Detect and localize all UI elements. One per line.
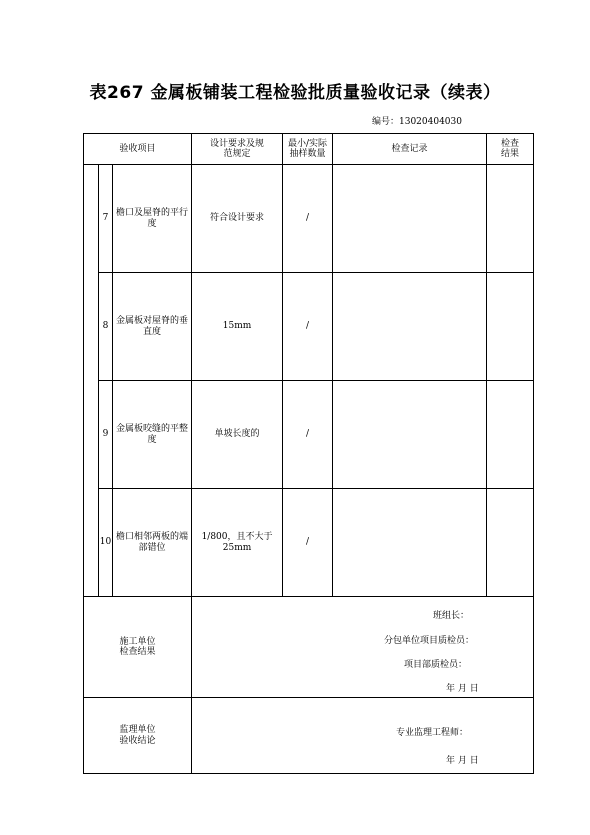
row-result[interactable] xyxy=(487,273,534,381)
inspection-table xyxy=(83,133,534,774)
row-sample: / xyxy=(283,165,333,273)
row-record[interactable] xyxy=(333,273,487,381)
row-result[interactable] xyxy=(487,381,534,489)
row-sample: / xyxy=(283,489,333,597)
row-item: 金属板对屋脊的垂直度 xyxy=(113,273,192,381)
table-row xyxy=(84,273,534,381)
supervision-date: 年 月 日 xyxy=(446,756,479,766)
row-design: 1/800，且不大于25mm xyxy=(192,489,283,597)
document-number: 编号：13020404030 xyxy=(372,117,462,127)
dept-inspector-label: 项目部质检员： xyxy=(404,660,468,670)
engineer-label: 专业监理工程师： xyxy=(396,728,469,738)
row-record[interactable] xyxy=(333,165,487,273)
team-leader-label: 班组长： xyxy=(433,611,470,621)
row-record[interactable] xyxy=(333,489,487,597)
row-design: 符合设计要求 xyxy=(192,165,283,273)
header-record: 检查记录 xyxy=(333,134,487,165)
header-item: 验收项目 xyxy=(84,134,192,165)
row-sample: / xyxy=(283,381,333,489)
header-result: 检查结果 xyxy=(487,134,534,165)
construction-signature-area xyxy=(192,597,534,698)
construction-date: 年 月 日 xyxy=(446,684,479,694)
supervision-row xyxy=(84,698,534,774)
row-item: 檐口相邻两板的端部错位 xyxy=(113,489,192,597)
row-design: 15mm xyxy=(192,273,283,381)
header-sample: 最小/实际抽样数量 xyxy=(283,134,333,165)
table-row xyxy=(84,489,534,597)
supervision-signature-area xyxy=(192,698,534,774)
sub-inspector-label: 分包单位项目质检员： xyxy=(384,636,475,646)
row-sample: / xyxy=(283,273,333,381)
page-title: 表267 金属板铺装工程检验批质量验收记录（续表） xyxy=(89,83,501,103)
row-number: 8 xyxy=(99,273,113,381)
row-number: 10 xyxy=(99,489,113,597)
row-result[interactable] xyxy=(487,165,534,273)
group-cell xyxy=(84,165,99,597)
header-row xyxy=(84,134,534,165)
table-row xyxy=(84,165,534,273)
construction-label: 施工单位检查结果 xyxy=(84,597,192,698)
row-number: 7 xyxy=(99,165,113,273)
header-design: 设计要求及规范规定 xyxy=(192,134,283,165)
construction-row xyxy=(84,597,534,698)
row-item: 金属板咬缝的平整度 xyxy=(113,381,192,489)
row-record[interactable] xyxy=(333,381,487,489)
row-result[interactable] xyxy=(487,489,534,597)
supervision-label: 监理单位验收结论 xyxy=(84,698,192,774)
table-row xyxy=(84,381,534,489)
row-design: 单坡长度的 xyxy=(192,381,283,489)
row-item: 檐口及屋脊的平行度 xyxy=(113,165,192,273)
row-number: 9 xyxy=(99,381,113,489)
